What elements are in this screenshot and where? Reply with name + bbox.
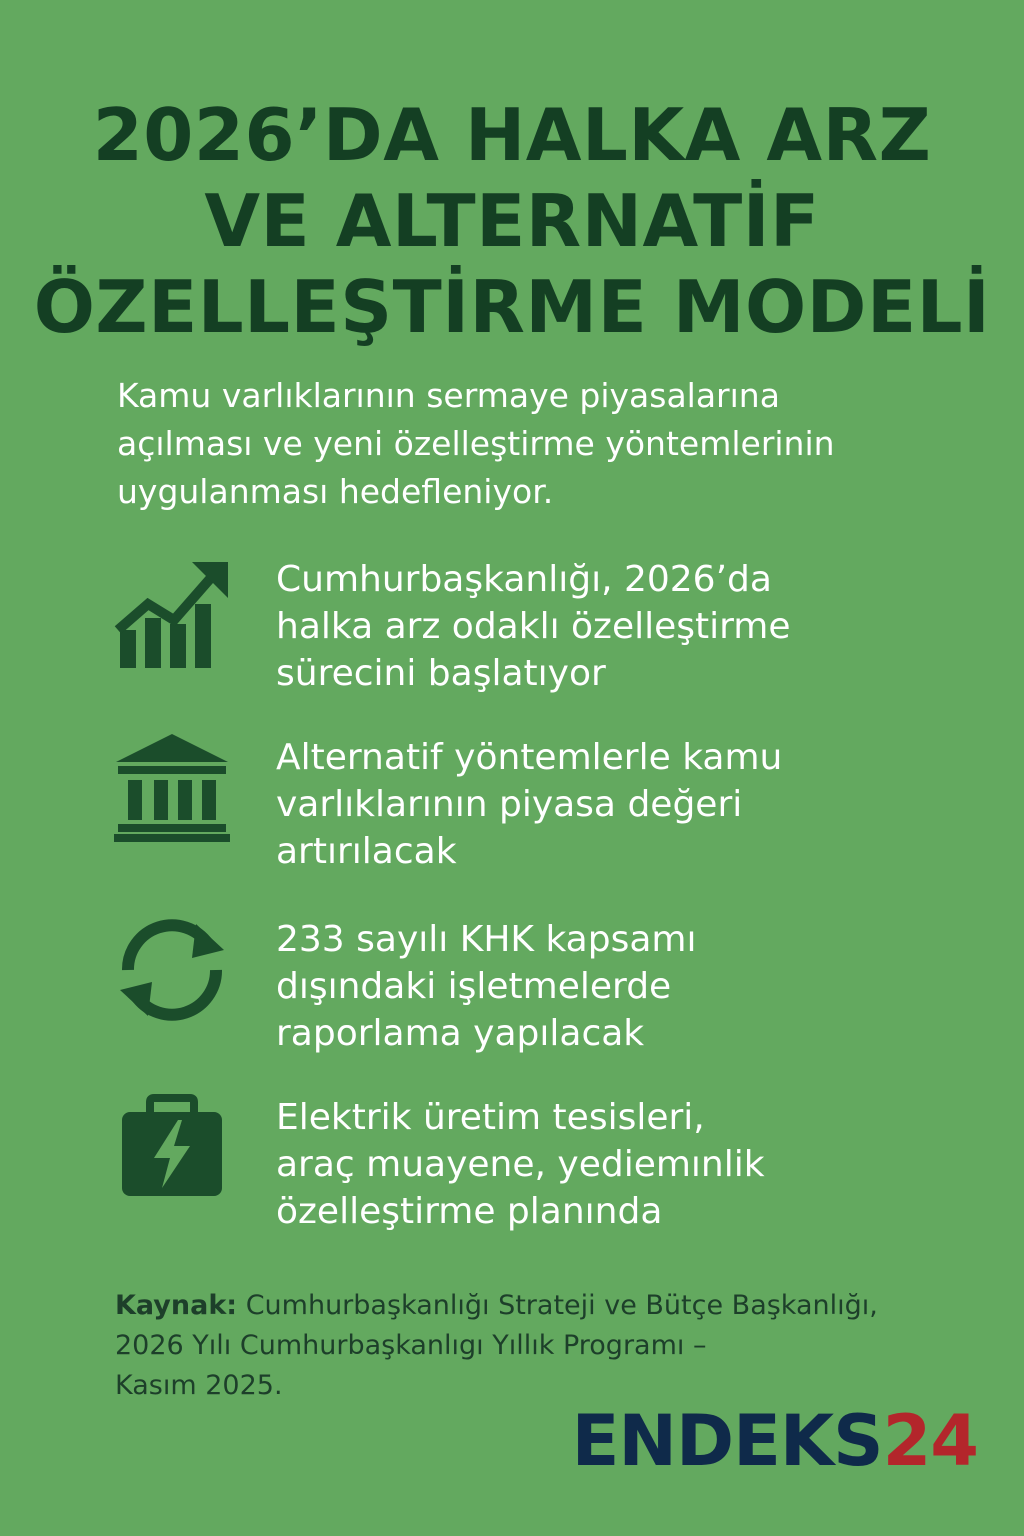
source-note: [115, 1286, 878, 1406]
title-line: ÖZELLEŞTİRME MODELİ: [33, 265, 991, 349]
item-line: Elektrik üretim tesisleri,: [276, 1097, 705, 1138]
item-line: özelleştirme planında: [276, 1191, 663, 1232]
source-label: Kaynak:: [115, 1290, 238, 1321]
brand-logo-text: ENDEKS: [571, 1400, 883, 1482]
page-title: [0, 92, 1024, 350]
item-line: dışındaki işletmelerde: [276, 966, 672, 1007]
refresh-arrows-icon: [112, 910, 232, 1030]
intro-line: açılması ve yeni özelleştirme yöntemlerinin: [117, 424, 835, 463]
item-line: varlıklarının piyasa değeri: [276, 784, 743, 825]
briefcase-lightning-icon: [112, 1094, 232, 1214]
intro-paragraph: [117, 372, 937, 516]
growth-chart-icon: [112, 558, 232, 678]
list-item: [0, 1094, 1024, 1254]
item-line: 233 sayılı KHK kapsamı: [276, 919, 697, 960]
brand-logo-number: 24: [882, 1400, 978, 1482]
list-item: [0, 916, 1024, 1076]
item-line: Cumhurbaşkanlığı, 2026’da: [276, 559, 772, 600]
source-line: Kasım 2025.: [115, 1370, 283, 1401]
item-line: Alternatif yöntemlerle kamu: [276, 737, 783, 778]
item-text: [276, 1094, 765, 1235]
item-line: halka arz odaklı özelleştirme: [276, 606, 791, 647]
source-line: Cumhurbaşkanlığı Strateji ve Bütçe Başkanlığı,: [237, 1290, 878, 1321]
item-line: raporlama yapılacak: [276, 1013, 645, 1054]
item-text: [276, 556, 791, 697]
intro-line: uygulanması hedefleniyor.: [117, 472, 554, 511]
bank-building-icon: [112, 732, 232, 852]
item-text: [276, 734, 782, 875]
title-line: VE ALTERNATİF: [204, 179, 820, 263]
item-line: sürecini başlatıyor: [276, 653, 606, 694]
title-line: 2026’DA HALKA ARZ: [92, 93, 932, 177]
intro-line: Kamu varlıklarının sermaye piyasalarına: [117, 376, 780, 415]
item-text: [276, 916, 696, 1057]
source-line: 2026 Yılı Cumhurbaşkanlıgı Yıllık Programı –: [115, 1330, 707, 1361]
list-item: [0, 734, 1024, 894]
list-item: [0, 556, 1024, 716]
brand-logo: [572, 1400, 978, 1482]
item-line: araç muayene, yediemınlik: [276, 1144, 765, 1185]
item-line: artırılacak: [276, 831, 457, 872]
